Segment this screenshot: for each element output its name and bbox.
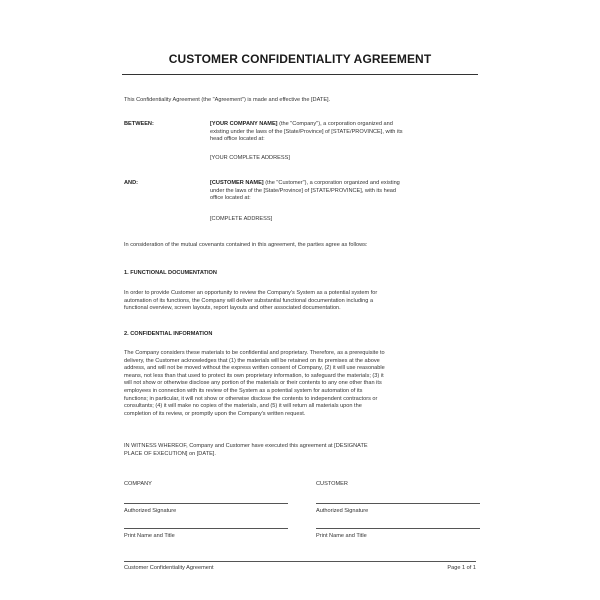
company-signature-line (124, 503, 288, 504)
and-line-1 (210, 180, 476, 188)
witness-line: IN WITNESS WHEREOF, Company and Customer have executed this agreement at [DESIGNATE (124, 443, 368, 449)
customer-print-name-label: Print Name and Title (316, 533, 367, 539)
section-1-body (124, 290, 476, 313)
footer-document-name: Customer Confidentiality Agreement (124, 565, 214, 571)
customer-authorized-signature-label: Authorized Signature (316, 508, 369, 514)
section-2-line: employees in connection with its review of the System as a potential system for automation of its (124, 387, 363, 394)
and-line-3: office located at: (210, 195, 251, 202)
section-2-line: The Company considers these materials to be confidential and proprietary. Therefore, as a prerequisite to (124, 350, 385, 356)
between-line-1-rest: (the "Company"), a corporation organized and (277, 121, 393, 127)
customer-address-placeholder: [COMPLETE ADDRESS] (210, 216, 273, 222)
section-1-heading: 1. FUNCTIONAL DOCUMENTATION (124, 270, 217, 276)
consideration-paragraph: In consideration of the mutual covenants contained in this agreement, the parties agree as follows: (124, 242, 368, 248)
between-line-1 (210, 121, 476, 129)
footer-divider (124, 561, 476, 562)
company-print-name-label: Print Name and Title (124, 533, 175, 539)
customer-print-name-line (316, 528, 480, 529)
section-1-line: In order to provide Customer an opportunity to review the Company's System as a potential system for (124, 290, 378, 296)
footer-page-number: Page 1 of 1 (447, 565, 476, 571)
section-1-line: functional overview, screen layouts, report layouts and other associated documentation. (124, 305, 341, 312)
section-2-line: delivery, the Customer acknowledges that (1) the materials will be retained on its premises at the above (124, 357, 380, 364)
customer-signature-label: CUSTOMER (316, 481, 348, 487)
between-label: BETWEEN: (124, 121, 154, 127)
and-line-1-rest: (the "Customer"), a corporation organized and existing (263, 180, 400, 186)
company-authorized-signature-label: Authorized Signature (124, 508, 177, 514)
and-party-text (210, 180, 476, 203)
and-line-2: under the laws of the [State/Province] of [STATE/PROVINCE], with its head (210, 187, 397, 194)
title-underline (122, 74, 478, 75)
customer-signature-line (316, 503, 480, 504)
witness-paragraph (124, 443, 476, 458)
section-2-line: completion of its review, or promptly upon the Company's written request. (124, 410, 306, 417)
document-title: CUSTOMER CONFIDENTIALITY AGREEMENT (168, 52, 432, 66)
section-2-line: consultants; (4) it will make no copies of the materials, and (5) it will return all materials upon the (124, 403, 362, 410)
company-print-name-line (124, 528, 288, 529)
section-2-line: will not show or otherwise disclose any portion of the materials or their contents to any one other than its (124, 380, 382, 387)
witness-line: PLACE OF EXECUTION] on [DATE]. (124, 450, 216, 457)
customer-name-placeholder: [CUSTOMER NAME] (210, 180, 264, 186)
intro-paragraph: This Confidentiality Agreement (the "Agreement") is made and effective the [DATE]. (124, 97, 331, 103)
and-label: AND: (124, 180, 138, 186)
section-1-line: automation of its functions, the Company will deliver substantial functional documentation including a (124, 297, 374, 304)
section-2-body (124, 350, 476, 418)
section-2-line: address, and will not be moved without the express written consent of Company, (2) it will use reasonable (124, 365, 385, 372)
section-2-line: means, not less than that used to protect its own proprietary information, to safeguard the materials; (3) it (124, 372, 384, 379)
section-2-line: functions; in particular, it will not show or otherwise disclose the contents to independent contractors or (124, 395, 378, 402)
between-line-3: head office located at: (210, 136, 265, 143)
between-party-text (210, 121, 476, 144)
section-2-heading: 2. CONFIDENTIAL INFORMATION (124, 331, 213, 337)
company-address-placeholder: [YOUR COMPLETE ADDRESS] (210, 155, 290, 161)
company-signature-label: COMPANY (124, 481, 152, 487)
between-line-2: existing under the laws of the [State/Province] of [STATE/PROVINCE], with its (210, 128, 403, 135)
company-name-placeholder: [YOUR COMPANY NAME] (210, 121, 278, 127)
